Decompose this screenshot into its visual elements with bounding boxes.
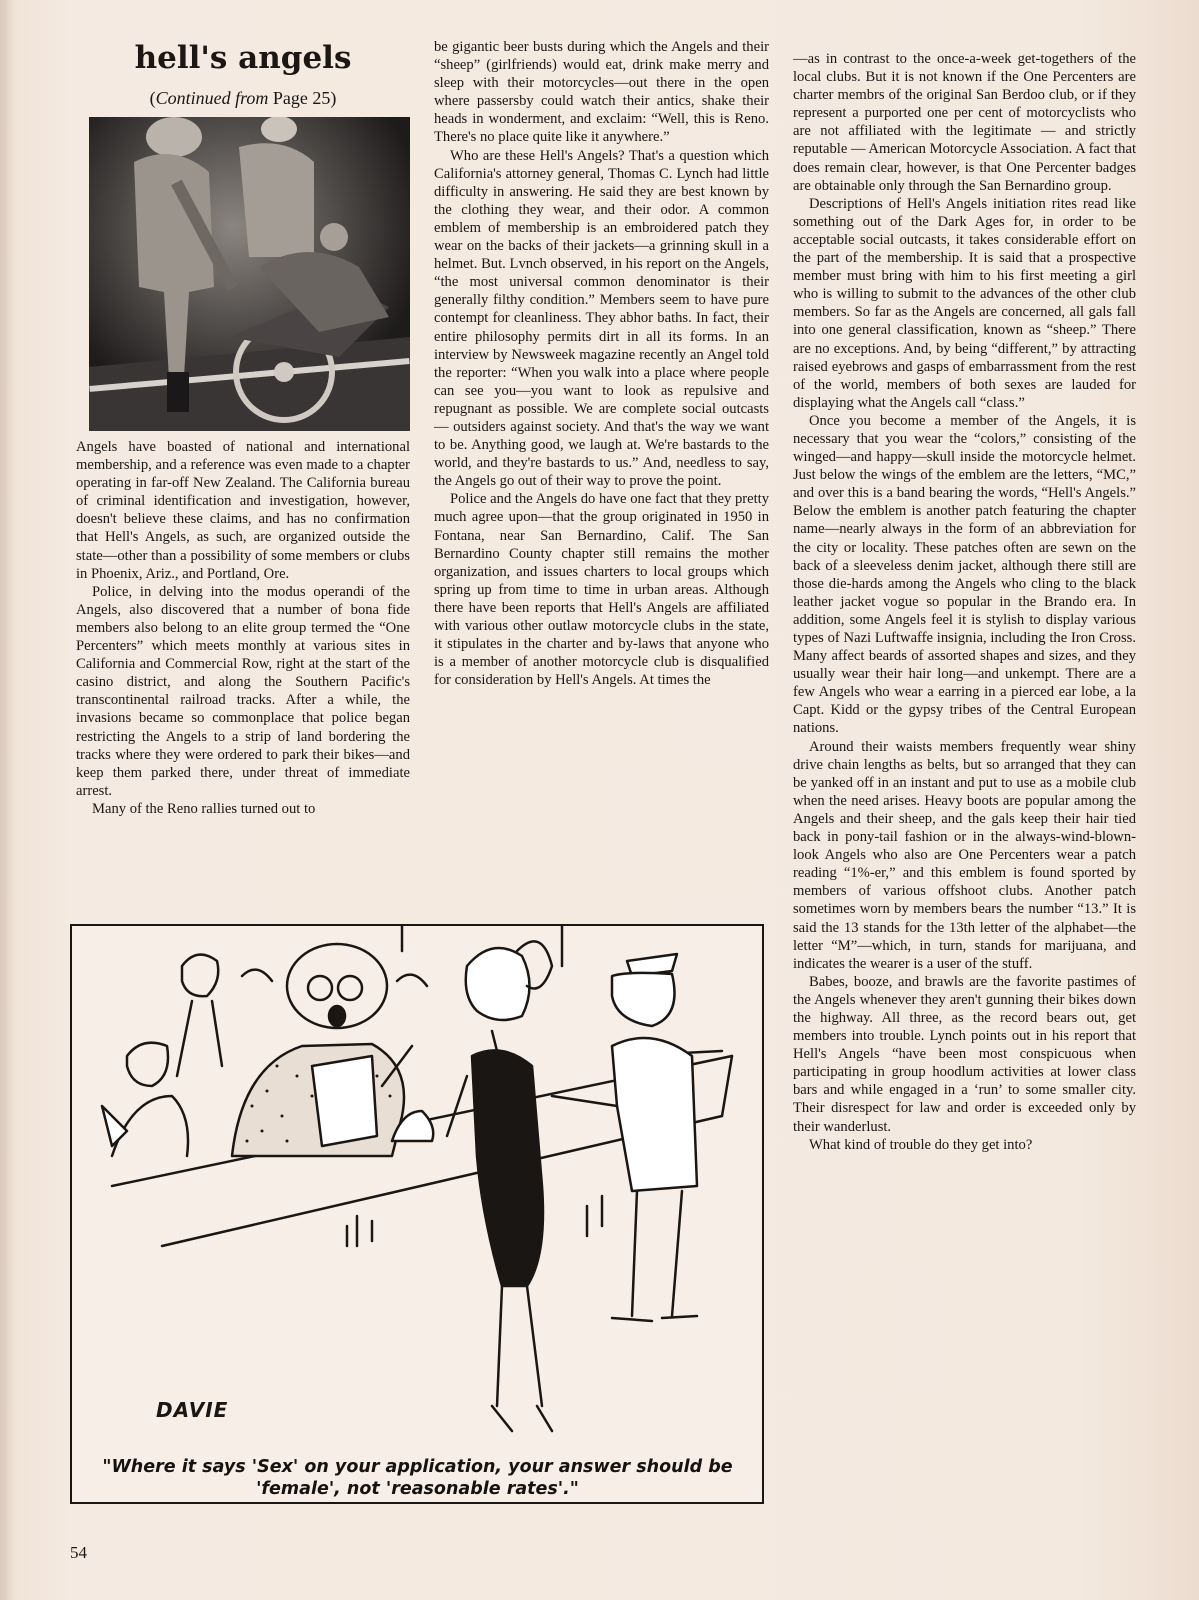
paragraph: Police and the Angels do have one fact that they pretty much agree upon—that the group originated in 1950 in Fontana, near San Bernardino, Calif. The San Bernardino County chapter still remains the mother organization, and issues charters to local groups which spring up from time to time in urban areas. Although there have been reports that Hell's Angels are affiliated with various other outlaw motorcycle clubs in the state, it stipulates in the charter and by-laws that anyone who is a member of another motorcycle club is disqualified for consideration by Hell's Angels. At times the (434, 491, 769, 689)
photo-illustration (89, 117, 410, 431)
caption-line-1: "Where it says 'Sex' on your application, your answer should be (102, 1457, 733, 1477)
caption-line-2: 'female', not 'reasonable rates'." (256, 1479, 579, 1499)
cartoonist-signature: DAVIE (156, 1398, 229, 1422)
page-spine-shadow (0, 0, 14, 1600)
cartoon-caption (90, 1456, 745, 1500)
page-number: 54 (70, 1543, 87, 1562)
paragraph: Around their waists members frequently wear shiny drive chain lengths as belts, but so arranged that they can be yanked off in an instant and put to use as a mobile club when the need arises. Heavy boots are popular among the Angels and their sheep, and the gals keep their hair tied back in pony-tail fashion or in the always-wind-blown-look Angels who also are One Percenters wear a patch reading “1%-er,” and this emblem is found sported by members of various offshoot clubs. Another patch sometimes worn by members bears the number “13.” It is said the 13 stands for the 13th letter of the alphabet—the letter “M”—which, in turn, stands for marijuana, and indicates the wearer is a user of the stuff. (793, 738, 1136, 972)
paragraph: be gigantic beer busts during which the Angels and their “sheep” (girlfriends) would eat, drink make merry and sleep with their motorcycles—out there in the open where passersby could watch their antics, shake their heads in wonderment, and exclaim: “Well, this is Reno. There's no place quite like it anywhere.” (434, 39, 769, 146)
paragraph: Police, in delving into the modus operandi of the Angels, also discovered that a number of bona fide members also belong to an elite group termed the “One Percenters” which meets monthly at various sites in California and Commercial Row, right at the start of the casino district, and along the Southern Pacific's transcontinental railroad tracks. After a while, the invasions became so commonplace that police began restricting the Angels to a strip of land bordering the tracks where they were ordered to park their bikes—and keep them parked there, under threat of immediate arrest. (76, 583, 410, 799)
paragraph: Descriptions of Hell's Angels initiation rites read like something out of the Dark Ages for, in order to be acceptable social outcasts, it takes considerable effort on the part of the membership. It is said that a prospective member must bring with him to his first meeting a girl who is willing to submit to the advances of the other club members. So far as the Angels are concerned, all gals fall into one general classification, known as “sheep.” There are no exceptions. And, by being “different,” by attracting raised eyebrows and gasps of embarrassment from the rest of the world, members of both sexes are lauded for displaying what the Angels call “class.” (793, 195, 1136, 411)
police-arrest-photo (89, 117, 410, 431)
continued-italic: Continued from (155, 88, 269, 108)
paragraph: Once you become a member of the Angels, it is necessary that you wear the “colors,” consisting of the winged—and happy—skull inside the motorcycle helmet. Just below the wings of the emblem are the letters, “MC,” and over this is a band bearing the words, “Hell's Angels.” Below the emblem is another patch featuring the chapter name—nearly always in the form of an abbreviation for the city or locality. These patches often are sewn on the back of a sleeveless denim jacket, although there still are those die-hards among the Angels who cling to the black leather jacket vogue so popular in the Brando era. In addition, some Angels feel it is stylish to display various types of Nazi Luftwaffe insignia, including the Iron Cross. Many affect beards of assorted shapes and sizes, and they usually wear their hair long—and unkempt. There are a few Angels who wear a earring in a pierced ear lobe, a la Capt. Kidd or the gypsy tribes of the Central European nations. (793, 412, 1136, 737)
paragraph: What kind of trouble do they get into? (809, 1136, 1033, 1153)
continued-prefix: ( (149, 88, 156, 108)
text-column-3 (793, 50, 1136, 1154)
paragraph: Babes, booze, and brawls are the favorite pastimes of the Angels whenever they aren't gunning their bikes down the highway. All three, as the record bears out, get members into trouble. Lynch points out in his report that Hell's Angels “have been most conspicuous when participating in group hoodlum activities at lower class bars and while engaged in a ‘run’ to some smaller city. Their disrespect for law and order is exceeded only by their wanderlust. (793, 973, 1136, 1135)
continued-note (76, 88, 410, 109)
continued-page: Page 25) (268, 88, 337, 108)
paragraph: Many of the Reno rallies turned out to (92, 800, 316, 817)
paragraph: Angels have boasted of national and international membership, and a reference was even made to a chapter operating in far-off New Zealand. The California bureau of criminal identification and investigation, however, doesn't believe these claims, and has no confirmation that Hell's Angels, as such, are organized outside the state—other than a possibility of some members or clubs in Phoenix, Ariz., and Portland, Ore. (76, 439, 410, 582)
paragraph: Who are these Hell's Angels? That's a question which California's attorney general, Thomas C. Lynch had little difficulty in answering. He said they are best known by the clothing they wear, and their odor. A common emblem of membership is an embroidered patch they wear on the backs of their jackets—a grinning skull in a helmet. But. Lvnch observed, in his report on the Angels, “the most universal common denominator is their generally filthy condition.” Members seem to have pure contempt for cleanliness. They abhor baths. In fact, their entire philosophy permits dirt in all its forms. In an interview by Newsweek magazine recently an Angel told the reporter: “When you walk into a place where people can see you—you want to look as repulsive and repugnant as possible. We are complete social outcasts — outsiders against society. And that's the way we want to be. Anything good, we laugh at. We're bastards to the world, and they're bastards to us.” And, needless to say, the Angels go out of their way to prove the point. (434, 147, 769, 490)
text-column-1 (76, 438, 410, 818)
article-title: hell's angels (134, 40, 352, 76)
text-column-2 (434, 38, 769, 689)
paragraph: —as in contrast to the once-a-week get-togethers of the local clubs. But it is not known if the One Percenters are charter membrs of the original San Berdoo club, or if they represent a purported one per cent of motorcyclists who are not affiliated with the legitimate — and strictly reputable — American Motorcycle Association. A fact that does remain clear, however, is that One Percenter badges are obtainable only through the San Bernardino group. (793, 51, 1136, 194)
